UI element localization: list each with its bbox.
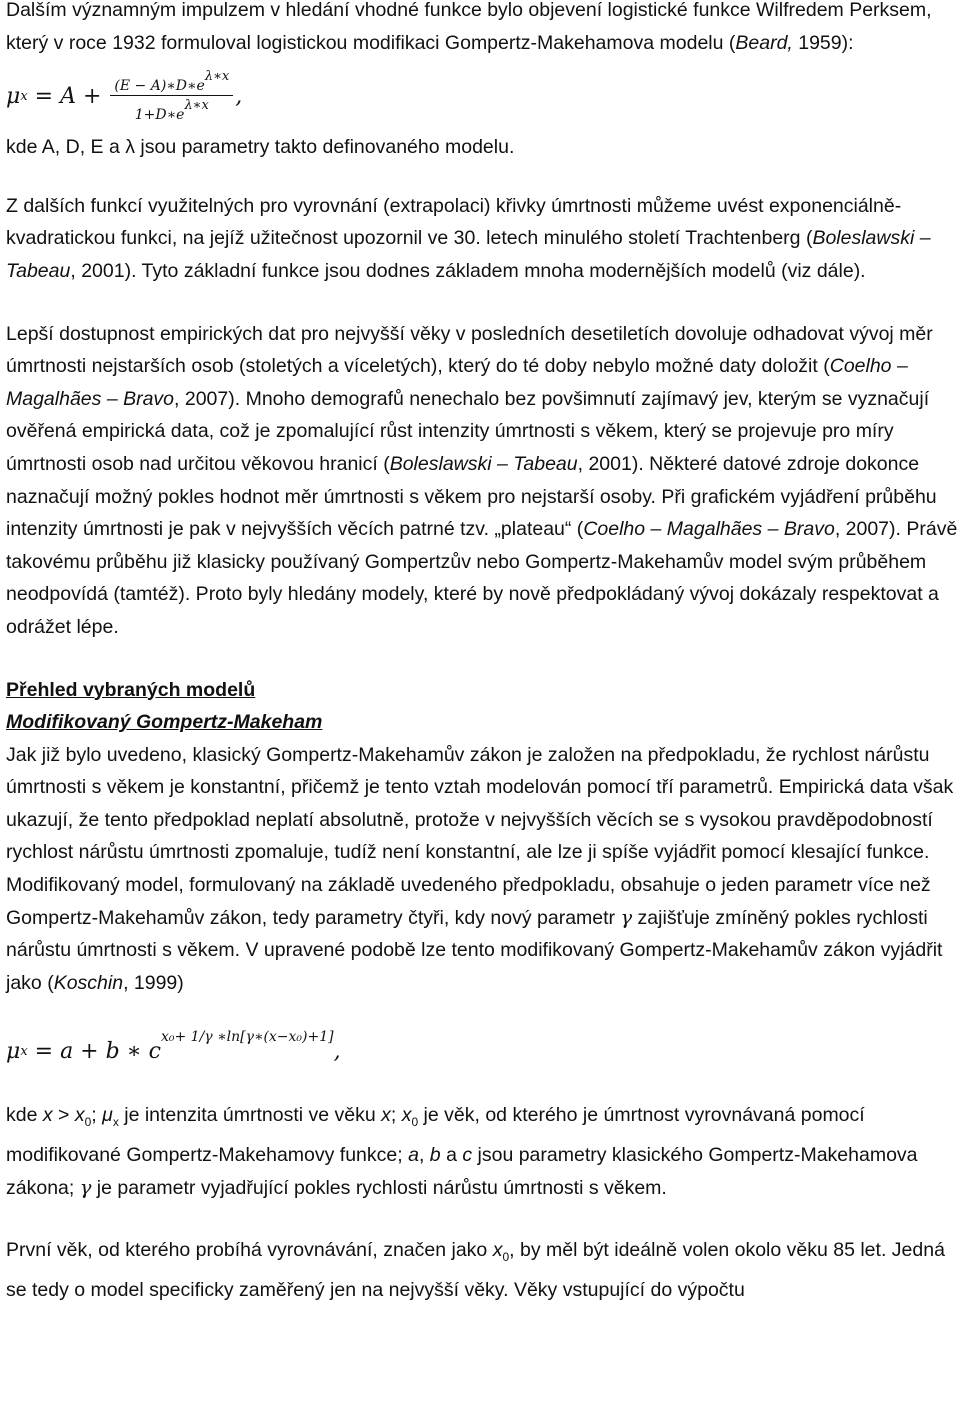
paragraph-empirical [6,318,960,644]
text: , 2001). Některé datové zdroje dokonce naznačují možný pokles hodnot měr úmrtnosti s věkem pro nejstarší osoby. Při grafickém vyjádření průběhu intenzity úmrtnosti je pak v nejvyšších věcích patrné tzv. „plateau“ ( [6,452,937,541]
text: , 2001). Tyto základní funkce jsou dodnes základem mnoha modernějších modelů (viz dále). [70,259,866,282]
text: kde A, D, E a λ jsou parametry takto definovaného modelu. [6,136,515,159]
text: Z dalších funkcí využitelných pro vyrovnání (extrapolaci) křivky úmrtnosti můžeme uvést exponenciálně-kvadratickou funkci, na jejíž užitečnost upozornil ve 30. letech minulého století Trachtenberg ( [6,194,902,250]
citation: Koschin [53,971,124,994]
formula-exponent: x₀+ 1/γ ∗ln[γ∗(x−x₀)+1] [160,1029,334,1046]
heading-model [6,706,960,739]
formula-tail: , [235,83,243,109]
text: zajišťuje zmíněný pokles rychlosti nárůstu úmrtnosti s věkem. V upravené podobě lze tento modifikovaný Gompertz-Makehamův zákon vyjádřit jako ( [6,906,943,994]
formula-tail: , [333,1038,341,1064]
text: Jak již bylo uvedeno, klasický Gompertz-Makehamův zákon je založen na předpokladu, že rychlost nárůstu úmrtnosti s věkem je konstantní, přičemž je tento vztah modelován pomocí tří parametrů. Empirická data však ukazují, že tento předpoklad neplatí absolutně, protože v nejvyšších věcích se s vysokou pravděpodobností rychlost nárůstu úmrtnosti zpomaluje, tudíž není konstantní, ale lze ji spíše vyjádřit pomocí klesající funkce. Modifikovaný model, formulovaný na základě uvedeného předpokladu, obsahuje o jeden parametr více než Gompertz-Makehamův zákon, tedy parametry čtyři, kdy nový parametr [6,743,954,929]
text: 1959): [792,31,854,54]
denominator: 1+D∗eλ∗x [134,98,209,124]
formula-eq: = A + [27,83,109,109]
text: , 2007). Právě takovému průběhu již klasicky používaný Gompertzův nebo Gompertz-Makehamův model svým průběhem neodpovídá (tamtéž). Proto byly hledány modely, které by nově předpokládaný vývoj dokázaly respektovat a odrážet lépe. [6,518,958,638]
paragraph-modified [6,739,960,1000]
paragraph-params [6,131,960,164]
formula-sub: x [20,88,28,104]
heading-overview [6,674,960,707]
formula-modified [6,1021,960,1081]
formula-fraction [110,69,233,123]
formula-lhs: μ [6,83,21,109]
formula-lhs: μ [6,1038,21,1064]
numerator: (E − A)∗D∗eλ∗x [110,69,233,96]
paragraph-first-age: První věk, od kterého probíhá vyrovnávání, značen jako $x_0$, by měl být ideálně volen okolo věku 85 let. Jedná se tedy o model specificky zaměřený jen na nejvyšší věky. Věky vstupující do výpočtu [6,1239,945,1301]
text: , 1999) [123,971,184,994]
formula-body: = a + b ∗ c [27,1038,161,1064]
text: , 2007). Mnoho demografů nenechalo bez povšimnutí zajímavý jev, kterým se vyznačují ověřená empirická data, což je zpomalující růst intenzity úmrtnosti s věkem, který se projevuje pro míry úmrtnosti osob nad určitou věkovou hranicí ( [6,387,930,475]
citation: Coelho – Magalhães – Bravo [6,355,908,410]
text: Lepší dostupnost empirických dat pro nejvyšší věky v posledních desetiletích dovoluje odhadovat vývoj měr úmrtnosti nejstarších osob (stoletých a víceletých), který do té doby nebylo možné daty doložit ( [6,322,933,378]
citation: Boleslawski – Tabeau [389,452,578,475]
citation: Coelho – Magalhães – Bravo [583,518,835,541]
gamma-symbol: γ [620,905,633,929]
citation: Beard, [735,31,793,54]
paragraph-perks [6,0,960,59]
paragraph-exponential [6,190,960,288]
text: Dalším významným impulzem v hledání vhodné funkce bylo objevení logistické funkce Wilfredem Perksem, který v roce 1932 formuloval logistickou modifikaci Gompertz-Makehamova modelu ( [6,0,932,54]
paragraph-definitions: kde $x > x_0$; $\mu_x$ je intenzita úmrtnosti ve věku x; $x_0$ je věk, od kterého je úmrtnost vyrovnávaná pomocí modifikované Gompertz-Makehamovy funkce; a, b a c jsou parametry klasického Gompertz-Makehamova zákona; γ je parametr vyjadřující pokles rychlosti nárůstu úmrtnosti s věkem. [6,1104,918,1199]
formula-sub: x [20,1043,28,1059]
citation: Boleslawski – Tabeau [6,227,931,282]
subsection-heading: Modifikovaný Gompertz-Makeham [6,711,323,734]
formula-perks [6,69,960,124]
section-heading: Přehled vybraných modelů [6,678,256,701]
